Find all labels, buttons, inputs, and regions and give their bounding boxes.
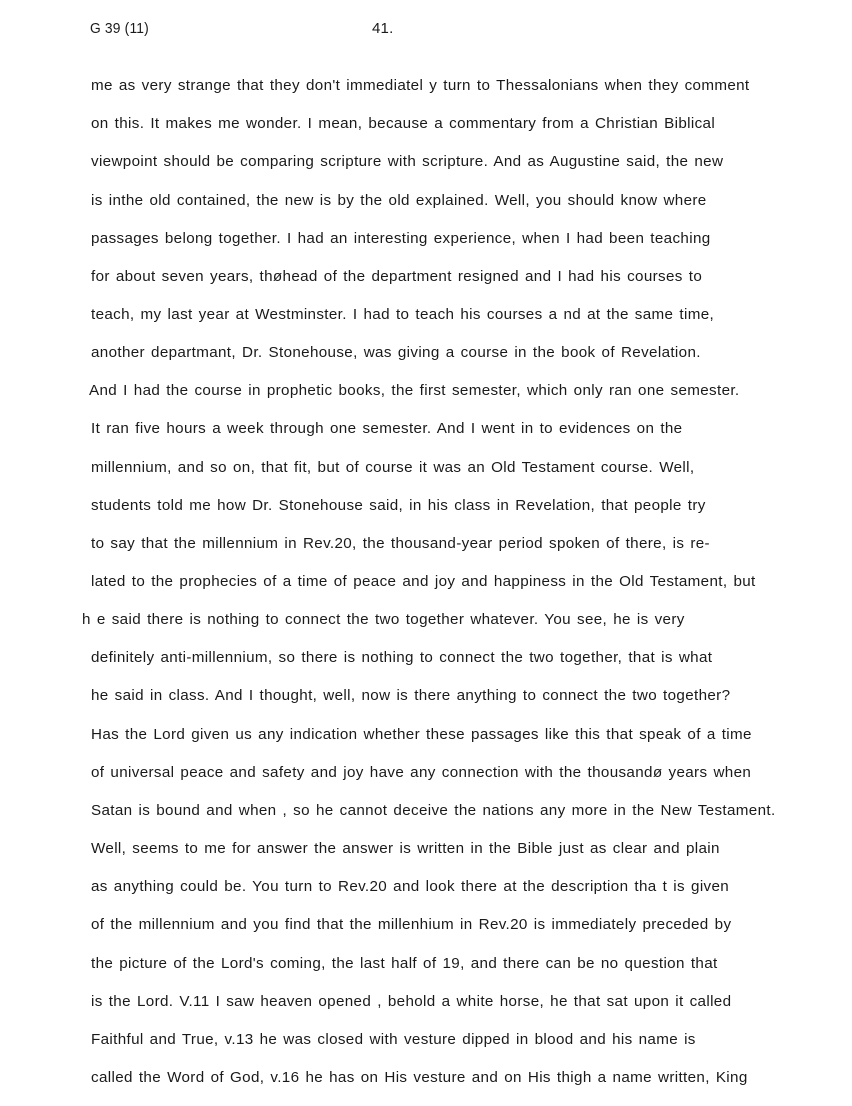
text-line: is inthe old contained, the new is by the old explained. Well, you should know where (91, 191, 707, 209)
text-line: on this. It makes me wonder. I mean, because a commentary from a Christian Biblical (91, 115, 716, 133)
text-line: called the Word of God, v.16 he has on His vesture and on His thigh a name written, King (91, 1068, 748, 1086)
text-line: of the millennium and you find that the millenhium in Rev.20 is immediately preceded by (91, 916, 732, 934)
text-line: another departmant, Dr. Stonehouse, was giving a course in the book of Revelation. (91, 344, 701, 362)
page-header (90, 20, 790, 42)
text-line: passages belong together. I had an interesting experience, when I had been teaching (91, 229, 711, 247)
text-line: It ran five hours a week through one semester. And I went in to evidences on the (91, 420, 683, 438)
document-code: G 39 (11) (90, 20, 149, 37)
text-line: for about seven years, thøhead of the department resigned and I had his courses to (91, 267, 703, 285)
text-line: is the Lord. V.11 I saw heaven opened , behold a white horse, he that sat upon it called (91, 992, 732, 1010)
text-line: Faithful and True, v.13 he was closed with vesture dipped in blood and his name is (91, 1030, 696, 1048)
text-line: Has the Lord given us any indication whether these passages like this that speak of a time (91, 725, 752, 743)
text-line: definitely anti-millennium, so there is nothing to connect the two together, that is what (91, 649, 713, 667)
text-line: students told me how Dr. Stonehouse said, in his class in Revelation, that people try (91, 496, 706, 514)
page-number: 41. (372, 20, 394, 37)
text-line: Satan is bound and when , so he cannot deceive the nations any more in the New Testament. (91, 801, 776, 819)
text-line: viewpoint should be comparing scripture with scripture. And as Augustine said, the new (91, 153, 724, 171)
text-line: as anything could be. You turn to Rev.20 and look there at the description tha t is given (91, 878, 730, 896)
text-line: of universal peace and safety and joy have any connection with the thousandø years when (91, 763, 752, 781)
text-line: lated to the prophecies of a time of peace and joy and happiness in the Old Testament, but (91, 573, 756, 590)
text-line: to say that the millennium in Rev.20, the thousand-year period spoken of there, is re- (91, 534, 710, 552)
text-line: Well, seems to me for answer the answer is written in the Bible just as clear and plain (91, 840, 720, 857)
text-line: teach, my last year at Westminster. I had to teach his courses a nd at the same time, (91, 305, 715, 323)
text-line: millennium, and so on, that fit, but of course it was an Old Testament course. Well, (91, 458, 695, 476)
text-line: the picture of the Lord's coming, the last half of 19, and there can be no question that (91, 954, 718, 972)
text-line: me as very strange that they don't immediatel y turn to Thessalonians when they comment (91, 77, 750, 94)
text-line: h e said there is nothing to connect the two together whatever. You see, he is very (82, 611, 685, 629)
text-line: And I had the course in prophetic books, the first semester, which only ran one semester. (89, 382, 740, 400)
text-line: he said in class. And I thought, well, now is there anything to connect the two together? (91, 687, 731, 705)
